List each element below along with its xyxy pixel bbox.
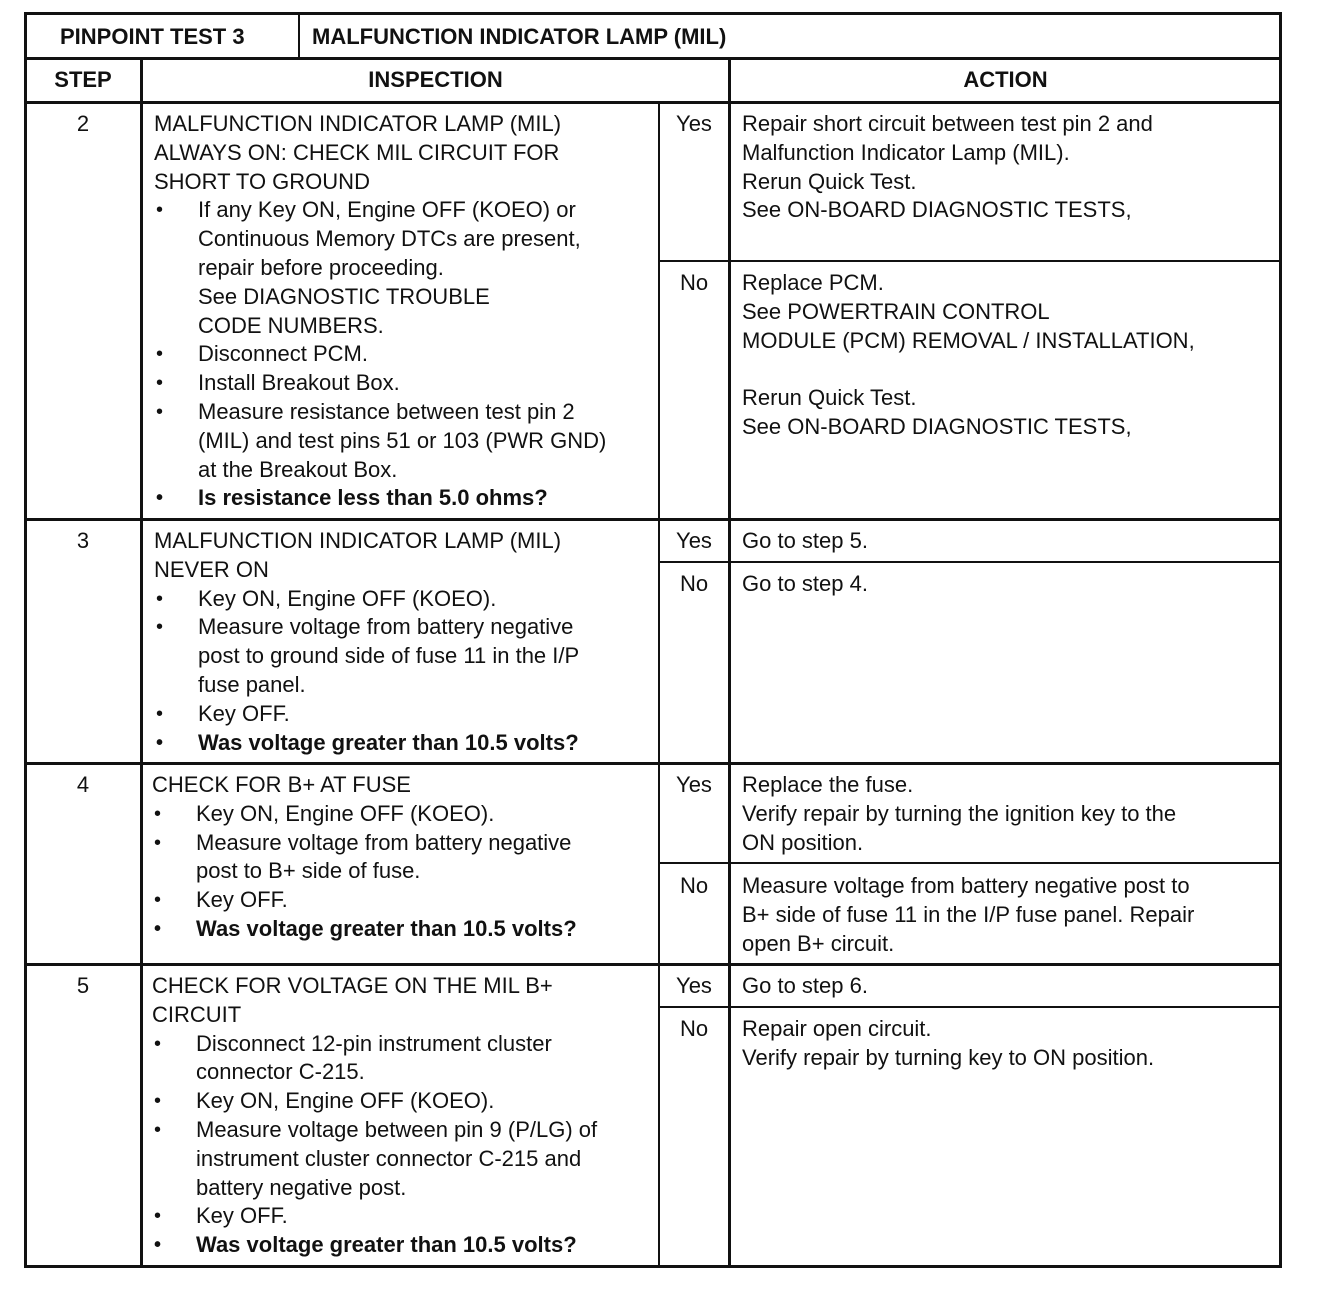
bullet-question (154, 729, 579, 758)
step-number: 3 (76, 528, 90, 553)
bullet-item (152, 886, 577, 915)
yes-label: Yes (676, 528, 712, 553)
question-text: • Was voltage greater than 10.5 volts? (196, 1232, 577, 1258)
yes-label: Yes (676, 973, 712, 998)
column-header-step: STEP (54, 67, 112, 92)
action-line: Malfunction Indicator Lamp (MIL). (742, 139, 1070, 165)
action-line: Rerun Quick Test. (742, 385, 917, 411)
bullet-item (152, 800, 577, 829)
action-line: B+ side of fuse 11 in the I/P fuse panel. Repair (742, 901, 1195, 927)
step-title-line: ALWAYS ON: CHECK MIL CIRCUIT FOR (154, 139, 560, 165)
step-2-no-action (742, 269, 1195, 442)
question-text: • Was voltage greater than 10.5 volts? (198, 729, 579, 755)
step-4-yes-action (742, 771, 1176, 857)
step-4-no-action (742, 872, 1194, 958)
bullet-question (154, 484, 606, 513)
step-2-inspection (154, 110, 606, 513)
pinpoint-test-label: PINPOINT TEST 3 (60, 24, 245, 49)
bullet-line: • Key ON, Engine OFF (KOEO). (196, 1088, 495, 1114)
bullet-line: connector C-215. (196, 1059, 365, 1085)
action-line: See ON-BOARD DIAGNOSTIC TESTS, (742, 413, 1132, 439)
step-5-yes-no-divider (658, 1006, 1282, 1008)
bullet-item (152, 1087, 597, 1116)
row-divider-step-3 (24, 518, 1282, 521)
step-column-divider (140, 58, 143, 1268)
action-line: Go to step 4. (742, 571, 868, 596)
bullet-item (154, 700, 579, 729)
bullet-line: • Measure voltage from battery negative (198, 614, 574, 640)
bullet-item (154, 340, 606, 369)
bullet-line: • Key OFF. (196, 887, 288, 913)
bullet-line: instrument cluster connector C-215 and (196, 1145, 582, 1171)
step-4-inspection (152, 771, 577, 944)
bullet-line: • Key ON, Engine OFF (KOEO). (198, 585, 497, 611)
bullet-item (154, 398, 606, 484)
step-number: 2 (76, 111, 90, 136)
step-title-line: CHECK FOR B+ AT FUSE (152, 772, 411, 797)
step-title-line: SHORT TO GROUND (154, 168, 370, 194)
bullet-item (152, 1202, 597, 1231)
action-line: Replace the fuse. (742, 772, 914, 797)
bullet-question (152, 1231, 597, 1260)
action-line: Repair open circuit. (742, 1016, 932, 1041)
action-line: ON position. (742, 829, 864, 855)
no-label: No (679, 1016, 709, 1041)
question-text: • Was voltage greater than 10.5 volts? (196, 915, 577, 941)
step-4-yes-no-divider (658, 862, 1282, 864)
bullet-item (152, 829, 577, 887)
step-3-yes-no-divider (658, 561, 1282, 563)
action-line: Rerun Quick Test. (742, 168, 917, 194)
action-line: Verify repair by turning key to ON position. (742, 1044, 1155, 1070)
column-header-action: ACTION (963, 67, 1048, 92)
step-title-line: CIRCUIT (152, 1001, 242, 1027)
bullet-question (152, 915, 577, 944)
question-text: • Is resistance less than 5.0 ohms? (198, 485, 548, 511)
bullet-item (152, 1116, 597, 1202)
step-5-no-action (742, 1015, 1154, 1073)
header-divider (24, 57, 1282, 60)
step-title-line: MALFUNCTION INDICATOR LAMP (MIL) (154, 111, 562, 136)
bullet-item (154, 369, 606, 398)
step-3-no-action (742, 570, 868, 599)
step-number: 5 (76, 973, 90, 998)
bullet-item (154, 196, 606, 340)
step-2-yes-action (742, 110, 1153, 225)
step-title-line: CHECK FOR VOLTAGE ON THE MIL B+ (152, 973, 553, 998)
bullet-line: • Key OFF. (198, 700, 290, 726)
step-title-line: MALFUNCTION INDICATOR LAMP (MIL) (154, 528, 562, 553)
header-label-divider (298, 12, 300, 58)
bullet-line: • If any Key ON, Engine OFF (KOEO) or (198, 197, 576, 223)
action-line: Go to step 6. (742, 973, 868, 998)
bullet-line: Continuous Memory DTCs are present, (198, 226, 581, 252)
bullet-line: • Measure voltage from battery negative (196, 829, 572, 855)
bullet-line: • Disconnect 12-pin instrument cluster (196, 1030, 552, 1056)
step-title-line: NEVER ON (154, 556, 269, 582)
bullet-line: post to ground side of fuse 11 in the I/P (198, 643, 580, 669)
action-line: Repair short circuit between test pin 2 and (742, 111, 1153, 136)
bullet-line: battery negative post. (196, 1174, 407, 1200)
no-label: No (679, 571, 709, 596)
action-line (742, 355, 1195, 384)
row-divider-step-4 (24, 762, 1282, 765)
bullet-line: • Install Breakout Box. (198, 370, 400, 396)
action-line: Measure voltage from battery negative post to (742, 873, 1190, 898)
column-header-inspection: INSPECTION (368, 67, 503, 92)
bullet-line: • Key ON, Engine OFF (KOEO). (196, 800, 495, 826)
bullet-line: • Key OFF. (196, 1203, 288, 1229)
action-line: open B+ circuit. (742, 930, 895, 956)
action-line: See ON-BOARD DIAGNOSTIC TESTS, (742, 197, 1132, 223)
row-divider-step-5 (24, 963, 1282, 966)
action-line: See POWERTRAIN CONTROL (742, 298, 1050, 324)
action-column-divider (728, 58, 731, 1268)
yes-label: Yes (676, 772, 712, 797)
no-label: No (679, 270, 709, 295)
bullet-line: at the Breakout Box. (198, 456, 398, 482)
step-3-inspection (154, 527, 579, 757)
step-5-inspection (152, 972, 597, 1260)
step-2-yes-no-divider (658, 260, 1282, 262)
no-label: No (679, 873, 709, 898)
step-5-yes-action (742, 972, 868, 1001)
action-line: Verify repair by turning the ignition key to the (742, 800, 1177, 826)
action-line: MODULE (PCM) REMOVAL / INSTALLATION, (742, 327, 1195, 353)
bullet-item (154, 585, 579, 614)
bullet-line: (MIL) and test pins 51 or 103 (PWR GND) (198, 427, 607, 453)
action-line: Replace PCM. (742, 270, 884, 295)
step-number: 4 (76, 772, 90, 797)
column-header-divider (24, 101, 1282, 104)
pinpoint-test-title: MALFUNCTION INDICATOR LAMP (MIL) (312, 24, 727, 49)
bullet-item (154, 613, 579, 699)
bullet-line: fuse panel. (198, 671, 306, 697)
bullet-line: • Disconnect PCM. (198, 341, 368, 367)
yes-label: Yes (676, 111, 712, 136)
bullet-line: post to B+ side of fuse. (196, 858, 421, 884)
bullet-line: CODE NUMBERS. (198, 312, 384, 338)
bullet-line: • Measure resistance between test pin 2 (198, 398, 575, 424)
action-line: Go to step 5. (742, 528, 868, 553)
bullet-line: • Measure voltage between pin 9 (P/LG) of (196, 1116, 598, 1142)
bullet-item (152, 1030, 597, 1088)
step-3-yes-action (742, 527, 868, 556)
bullet-line: See DIAGNOSTIC TROUBLE (198, 283, 490, 309)
bullet-line: repair before proceeding. (198, 254, 444, 280)
